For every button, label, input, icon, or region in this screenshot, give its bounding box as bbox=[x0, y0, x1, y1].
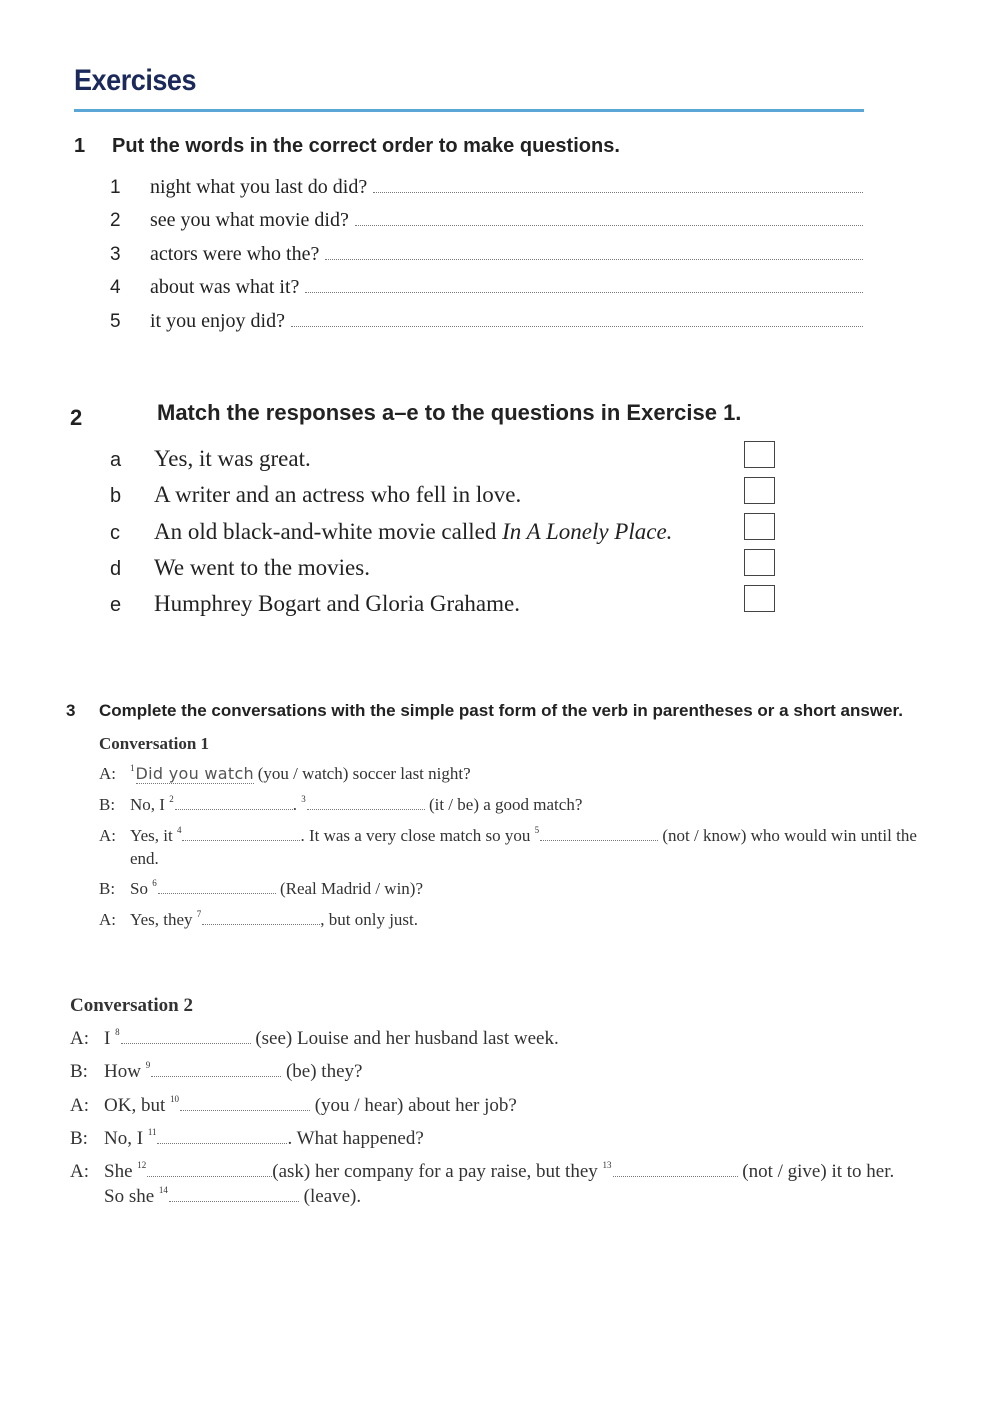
line-text: No, I bbox=[104, 1128, 144, 1149]
gap-number: 14 bbox=[158, 1185, 168, 1195]
conv2-line-2 bbox=[70, 1061, 362, 1083]
gap-number: 11 bbox=[147, 1127, 157, 1137]
line-text: . It was a very close match so you bbox=[300, 826, 531, 845]
gap-number: 10 bbox=[169, 1094, 179, 1104]
question-text: actors were who the? bbox=[150, 243, 320, 265]
response-row bbox=[110, 519, 672, 549]
conversation-2-title: Conversation 2 bbox=[70, 995, 193, 1016]
speaker-label: A: bbox=[99, 764, 116, 783]
answer-box-c[interactable] bbox=[744, 513, 775, 540]
line-text: How bbox=[104, 1061, 141, 1082]
page-title: Exercises bbox=[74, 64, 197, 97]
answer-gap-10[interactable] bbox=[180, 1096, 310, 1111]
question-row bbox=[110, 207, 863, 233]
gap-number: 5 bbox=[534, 825, 540, 835]
gap-number: 1 bbox=[130, 763, 135, 773]
response-text: Humphrey Bogart and Gloria Grahame. bbox=[154, 591, 520, 616]
conv1-line-5 bbox=[99, 910, 418, 930]
response-letter: a bbox=[110, 449, 122, 471]
response-letter: d bbox=[110, 558, 122, 580]
answer-gap-9[interactable] bbox=[151, 1062, 281, 1077]
answer-gap-7[interactable] bbox=[202, 910, 320, 925]
gap-number: 9 bbox=[145, 1060, 151, 1070]
answer-line-2[interactable] bbox=[355, 207, 863, 226]
answer-gap-8[interactable] bbox=[121, 1029, 251, 1044]
line-text: , but only just. bbox=[320, 910, 419, 929]
response-letter: b bbox=[110, 485, 122, 507]
conv2-line-4 bbox=[70, 1128, 424, 1150]
answer-box-a[interactable] bbox=[744, 441, 775, 468]
conversation-1-title: Conversation 1 bbox=[99, 734, 210, 753]
exercise-1-number: 1 bbox=[74, 135, 86, 157]
line-text: (you / watch) soccer last night? bbox=[257, 764, 471, 783]
speaker-label: A: bbox=[99, 910, 116, 929]
gap-number: 7 bbox=[196, 909, 202, 919]
line-text: (leave). bbox=[303, 1186, 362, 1207]
line-text: (you / hear) about her job? bbox=[314, 1095, 517, 1116]
gap-number: 4 bbox=[176, 825, 182, 835]
answer-gap-2[interactable] bbox=[175, 795, 293, 810]
question-number: 3 bbox=[110, 244, 121, 265]
answer-line-4[interactable] bbox=[305, 274, 863, 293]
response-row bbox=[110, 591, 520, 621]
answer-line-3[interactable] bbox=[325, 241, 863, 260]
line-text: (be) they? bbox=[285, 1061, 363, 1082]
answer-box-e[interactable] bbox=[744, 585, 775, 612]
speaker-label: A: bbox=[99, 826, 116, 845]
conv1-line-3 bbox=[99, 826, 917, 846]
gap-number: 6 bbox=[152, 878, 157, 888]
response-text: We went to the movies. bbox=[154, 555, 370, 580]
conv2-line-1 bbox=[70, 1028, 559, 1050]
gap-number: 12 bbox=[137, 1160, 147, 1170]
exercise-1-heading: Put the words in the correct order to make questions. bbox=[112, 135, 620, 157]
answer-gap-14[interactable] bbox=[169, 1187, 299, 1202]
question-number: 4 bbox=[110, 277, 121, 298]
conv1-line-3-cont: end. bbox=[130, 849, 159, 868]
response-text: A writer and an actress who fell in love. bbox=[154, 482, 522, 507]
exercise-2-heading: Match the responses a–e to the questions in Exercise 1. bbox=[157, 400, 742, 425]
response-text: Yes, it was great. bbox=[154, 446, 311, 471]
answer-line-5[interactable] bbox=[291, 308, 863, 327]
gap-number: 2 bbox=[169, 794, 174, 804]
line-text: (see) Louise and her husband last week. bbox=[255, 1028, 559, 1049]
conv1-line-1 bbox=[99, 764, 471, 784]
question-number: 1 bbox=[110, 177, 121, 198]
conv2-line-5 bbox=[70, 1161, 894, 1183]
line-text: I bbox=[104, 1028, 111, 1049]
line-text: . bbox=[292, 795, 297, 814]
conv2-line-3 bbox=[70, 1095, 517, 1117]
question-text: night what you last do did? bbox=[150, 176, 368, 198]
line-text: Yes, they bbox=[130, 910, 193, 929]
line-text: (not / give) it to her. bbox=[742, 1161, 895, 1182]
line-text: No, I bbox=[130, 795, 165, 814]
line-text: OK, but bbox=[104, 1095, 166, 1116]
response-text bbox=[154, 519, 672, 545]
line-text: So bbox=[130, 879, 148, 898]
speaker-label: B: bbox=[99, 795, 116, 814]
conv1-line-2 bbox=[99, 795, 582, 815]
line-text: She bbox=[104, 1161, 133, 1182]
exercise-2-number: 2 bbox=[70, 405, 83, 430]
answer-gap-11[interactable] bbox=[157, 1129, 287, 1144]
title-divider bbox=[74, 109, 864, 112]
question-text: it you enjoy did? bbox=[150, 310, 285, 332]
question-row bbox=[110, 241, 863, 267]
answer-gap-6[interactable] bbox=[158, 879, 276, 894]
gap-number: 3 bbox=[301, 794, 306, 804]
conv1-line-4 bbox=[99, 879, 423, 899]
exercise-3-heading: Complete the conversations with the simple past form of the verb in parentheses or a short answer. bbox=[99, 701, 903, 720]
answer-gap-13[interactable] bbox=[613, 1162, 738, 1177]
movie-title: In A Lonely Place. bbox=[502, 519, 673, 544]
answer-box-d[interactable] bbox=[744, 549, 775, 576]
speaker-label: A: bbox=[70, 1028, 89, 1049]
response-row bbox=[110, 482, 521, 512]
response-letter: e bbox=[110, 594, 122, 616]
answer-line-1[interactable] bbox=[373, 174, 863, 193]
exercise-3-number: 3 bbox=[66, 701, 76, 720]
gap-number: 8 bbox=[115, 1027, 120, 1037]
answer-gap-3[interactable] bbox=[307, 795, 425, 810]
question-row bbox=[110, 274, 863, 300]
answer-gap-4[interactable] bbox=[182, 826, 300, 841]
question-number: 2 bbox=[110, 210, 121, 231]
speaker-label: B: bbox=[70, 1061, 88, 1082]
speaker-label: B: bbox=[70, 1128, 88, 1149]
conv2-line-5-cont bbox=[104, 1186, 361, 1208]
question-row bbox=[110, 308, 863, 334]
question-text: about was what it? bbox=[150, 276, 300, 298]
question-number: 5 bbox=[110, 311, 121, 332]
handwritten-answer-1[interactable]: Did you watch bbox=[135, 764, 254, 783]
question-row bbox=[110, 174, 863, 200]
line-text: (ask) her company for a pay raise, but they bbox=[272, 1161, 598, 1182]
gap-number: 13 bbox=[602, 1160, 612, 1170]
response-letter: c bbox=[110, 522, 120, 544]
answer-gap-12[interactable] bbox=[147, 1162, 272, 1177]
answer-gap-5[interactable] bbox=[540, 826, 658, 841]
response-text-plain: An old black-and-white movie called bbox=[154, 519, 503, 544]
question-text: see you what movie did? bbox=[150, 209, 349, 231]
answer-box-b[interactable] bbox=[744, 477, 775, 504]
line-text: (Real Madrid / win)? bbox=[279, 879, 424, 898]
line-text: . What happened? bbox=[287, 1128, 424, 1149]
line-text: So she bbox=[104, 1186, 155, 1207]
speaker-label: A: bbox=[70, 1095, 89, 1116]
line-text: Yes, it bbox=[130, 826, 173, 845]
response-row bbox=[110, 446, 311, 476]
line-text: (it / be) a good match? bbox=[428, 795, 583, 814]
speaker-label: B: bbox=[99, 879, 116, 898]
line-text: (not / know) who would win until the bbox=[662, 826, 917, 845]
response-row bbox=[110, 555, 370, 585]
speaker-label: A: bbox=[70, 1161, 89, 1182]
